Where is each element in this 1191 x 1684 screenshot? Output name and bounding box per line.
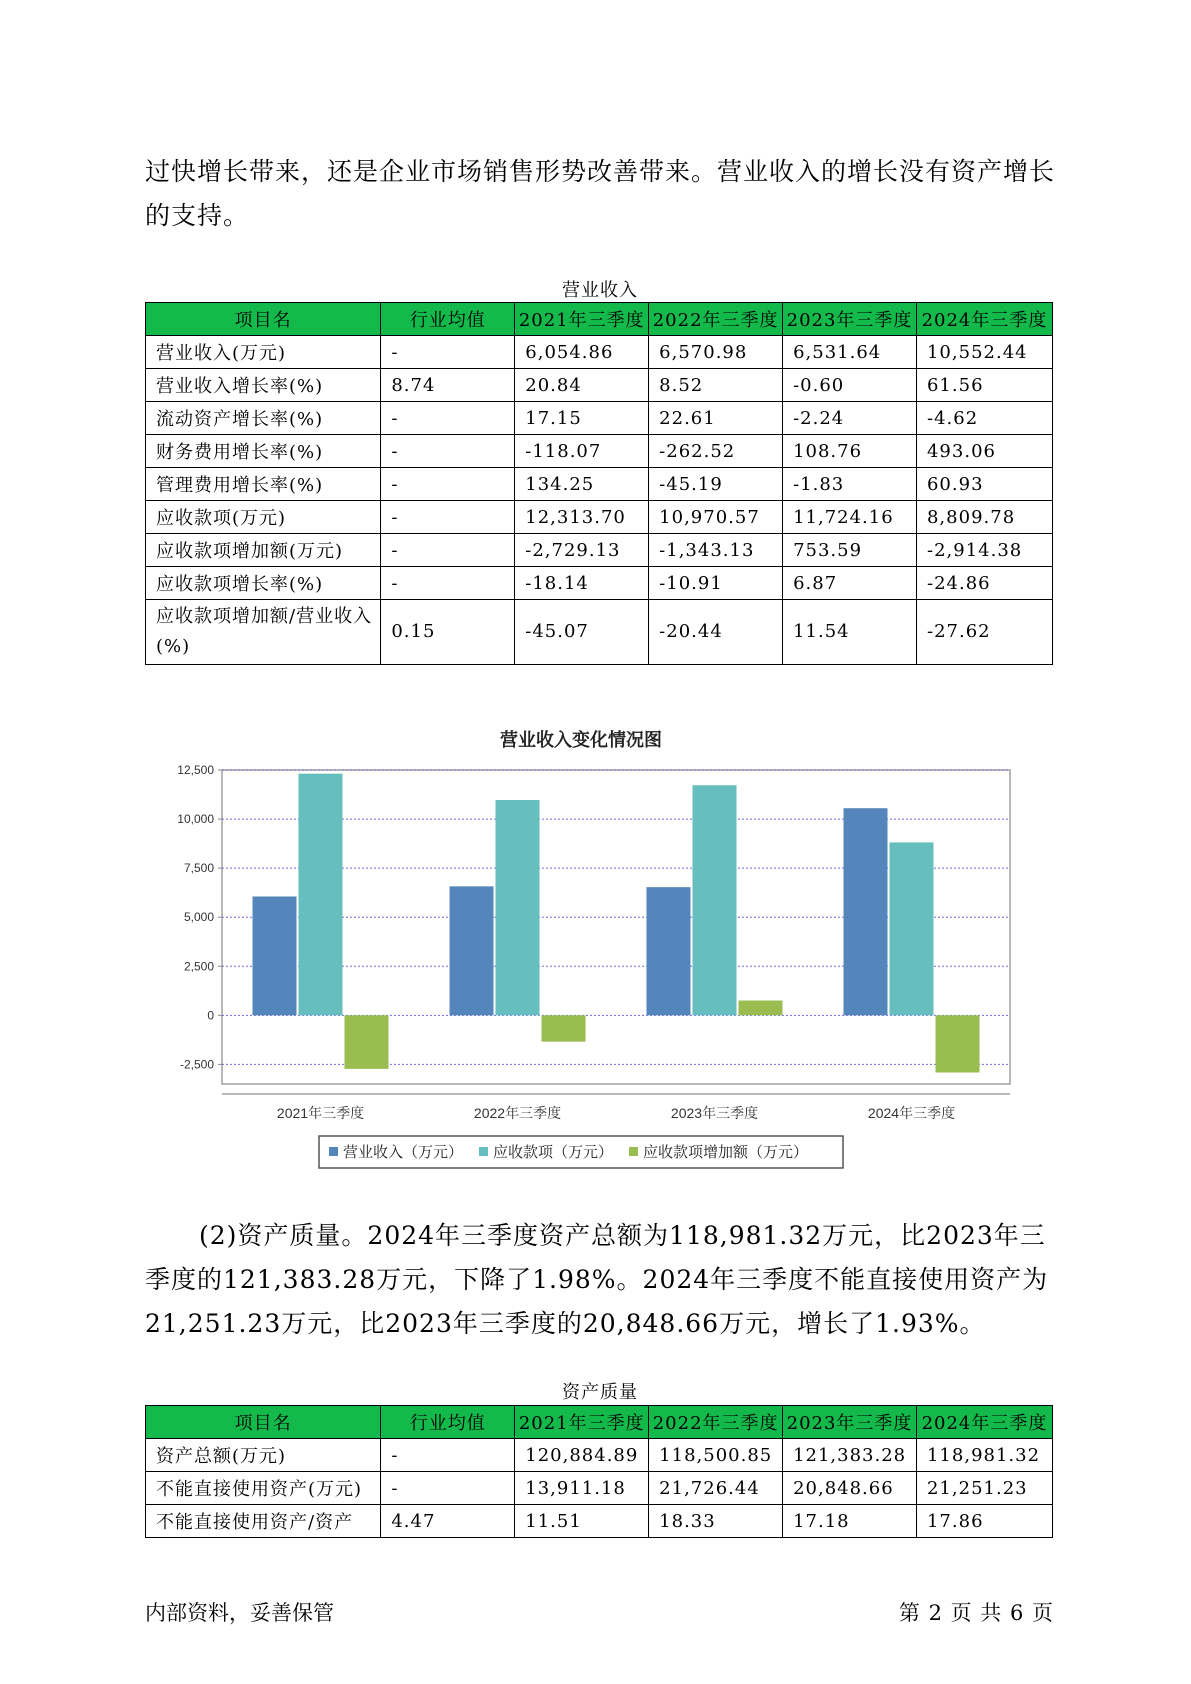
header-cell: 项目名 [146,303,381,336]
table-row [146,369,1053,402]
table-cell: 20,848.66 [783,1472,917,1505]
legend-label: 营业收入（万元） [343,1144,464,1161]
table-row [146,402,1053,435]
table-cell: - [381,336,515,369]
asset-table-caption: 资产质量 [562,1382,638,1403]
table-cell: 应收款项(万元) [146,501,381,534]
y-tick-label: 12,500 [177,763,214,777]
revenue-change-chart [150,718,1030,1178]
table-cell: 6,054.86 [515,336,649,369]
table-cell: 21,726.44 [649,1472,783,1505]
header-cell: 行业均值 [381,303,515,336]
table-cell: 20.84 [515,369,649,402]
table-row [146,336,1053,369]
intro-paragraph: 过快增长带来，还是企业市场销售形势改善带来。营业收入的增长没有资产增长的支持。 [145,157,1056,230]
table-cell: -118.07 [515,435,649,468]
revenue-table [145,302,1053,665]
table-cell: -10.91 [649,567,783,600]
chart-title: 营业收入变化情况图 [500,730,662,750]
table-cell: - [381,402,515,435]
table-cell: 应收款项增加额(万元) [146,534,381,567]
table-row [146,534,1053,567]
bar-2-3 [693,785,737,1015]
legend-label: 应收款项（万元） [493,1144,614,1161]
bar-3-2 [542,1015,586,1041]
table-row [146,501,1053,534]
table-cell: 118,500.85 [649,1439,783,1472]
table-cell: 13,911.18 [515,1472,649,1505]
table-cell: 120,884.89 [515,1439,649,1472]
table-cell: 8.74 [381,369,515,402]
table-cell: -45.07 [515,600,649,665]
table-cell: 不能直接使用资产(万元) [146,1472,381,1505]
table-cell: 营业收入增长率(%) [146,369,381,402]
y-tick-label: 10,000 [177,812,214,827]
bar-3-4 [936,1015,980,1072]
table-cell: 0.15 [381,600,515,665]
header-cell: 2024年三季度 [916,1406,1052,1439]
revenue-table-caption: 营业收入 [562,280,638,301]
header-cell: 2021年三季度 [515,303,649,336]
legend-swatch [329,1147,338,1156]
table-cell: 11.54 [783,600,917,665]
table-cell: -4.62 [916,402,1052,435]
table-row [146,1472,1053,1505]
table-cell: -20.44 [649,600,783,665]
header-cell: 项目名 [146,1406,381,1439]
table-cell: -1,343.13 [649,534,783,567]
table-cell: -24.86 [916,567,1052,600]
table-cell: 营业收入(万元) [146,336,381,369]
table-row [146,600,1053,665]
table-cell: 108.76 [783,435,917,468]
table-cell: - [381,567,515,600]
table-cell: - [381,1439,515,1472]
header-cell: 2021年三季度 [515,1406,649,1439]
x-tick-label: 2021年三季度 [276,1105,365,1121]
table-cell: -262.52 [649,435,783,468]
table-cell: 61.56 [916,369,1052,402]
bar-2-1 [299,774,343,1016]
bar-1-2 [450,886,494,1015]
table-cell: 60.93 [916,468,1052,501]
asset-quality-table [145,1405,1053,1538]
table-cell: 118,981.32 [916,1439,1052,1472]
table-cell: 12,313.70 [515,501,649,534]
table-cell: -1.83 [783,468,917,501]
table-cell: -45.19 [649,468,783,501]
table-cell: 17.15 [515,402,649,435]
y-tick-label: 2,500 [183,959,214,974]
table-row [146,1505,1053,1538]
table-cell: 17.18 [783,1505,917,1538]
table-cell: - [381,435,515,468]
table-cell: 流动资产增长率(%) [146,402,381,435]
table-cell: 不能直接使用资产/资产 [146,1505,381,1538]
bar-1-3 [647,887,691,1015]
table-cell: -2,729.13 [515,534,649,567]
table-row [146,567,1053,600]
table-cell: 应收款项增加额/营业收入(%) [146,600,381,665]
legend-swatch [629,1147,638,1156]
y-tick-label: 5,000 [183,910,214,925]
table-cell: 10,552.44 [916,336,1052,369]
header-cell: 2022年三季度 [649,1406,783,1439]
table-cell: 应收款项增长率(%) [146,567,381,600]
table-cell: 17.86 [916,1505,1052,1538]
table-header-row [146,303,1053,336]
table-row [146,435,1053,468]
header-cell: 2023年三季度 [783,1406,917,1439]
table-cell: -2,914.38 [916,534,1052,567]
bar-3-3 [739,1001,783,1016]
table-cell: 753.59 [783,534,917,567]
footer-page-number: 第 2 页 共 6 页 [898,1601,1054,1625]
bar-3-1 [345,1015,389,1069]
table-header-row [146,1406,1053,1439]
table-cell: 财务费用增长率(%) [146,435,381,468]
table-cell: 管理费用增长率(%) [146,468,381,501]
table-cell: - [381,501,515,534]
table-cell: 4.47 [381,1505,515,1538]
table-cell: 8,809.78 [916,501,1052,534]
table-cell: 6,570.98 [649,336,783,369]
table-row [146,1439,1053,1472]
footer-confidential-note: 内部资料，妥善保管 [145,1601,334,1625]
table-cell: 22.61 [649,402,783,435]
table-cell: - [381,1472,515,1505]
table-cell: 6.87 [783,567,917,600]
table-cell: - [381,534,515,567]
asset-quality-paragraph: (2)资产质量。2024年三季度资产总额为118,981.32万元，比2023年三季度的121,383.28万元，下降了1.98%。2024年三季度不能直接使用资产为21,251.23万元，比2023年三季度的20,848.66万元，增长了1.93%。 [145,1221,1049,1338]
y-tick-label: -2,500 [179,1057,214,1072]
table-cell: 6,531.64 [783,336,917,369]
y-tick-label: 0 [207,1008,214,1023]
table-cell: 资产总额(万元) [146,1439,381,1472]
table-cell: 121,383.28 [783,1439,917,1472]
header-cell: 2023年三季度 [783,303,917,336]
x-tick-label: 2022年三季度 [473,1105,562,1121]
table-cell: 11.51 [515,1505,649,1538]
bar-2-2 [496,800,540,1015]
table-row [146,468,1053,501]
header-cell: 2024年三季度 [916,303,1052,336]
table-cell: - [381,468,515,501]
bar-2-4 [890,842,934,1015]
table-cell: -18.14 [515,567,649,600]
table-cell: 10,970.57 [649,501,783,534]
table-cell: -27.62 [916,600,1052,665]
table-cell: -0.60 [783,369,917,402]
header-cell: 2022年三季度 [649,303,783,336]
table-cell: 21,251.23 [916,1472,1052,1505]
table-cell: 493.06 [916,435,1052,468]
table-cell: 11,724.16 [783,501,917,534]
table-cell: 134.25 [515,468,649,501]
x-tick-label: 2024年三季度 [867,1105,956,1121]
table-cell: 18.33 [649,1505,783,1538]
header-cell: 行业均值 [381,1406,515,1439]
bar-1-4 [844,808,888,1015]
legend-label: 应收款项增加额（万元） [643,1144,809,1161]
bar-1-1 [253,896,297,1015]
y-tick-label: 7,500 [183,861,214,876]
x-tick-label: 2023年三季度 [670,1105,759,1121]
table-cell: -2.24 [783,402,917,435]
table-cell: 8.52 [649,369,783,402]
legend-swatch [479,1147,488,1156]
